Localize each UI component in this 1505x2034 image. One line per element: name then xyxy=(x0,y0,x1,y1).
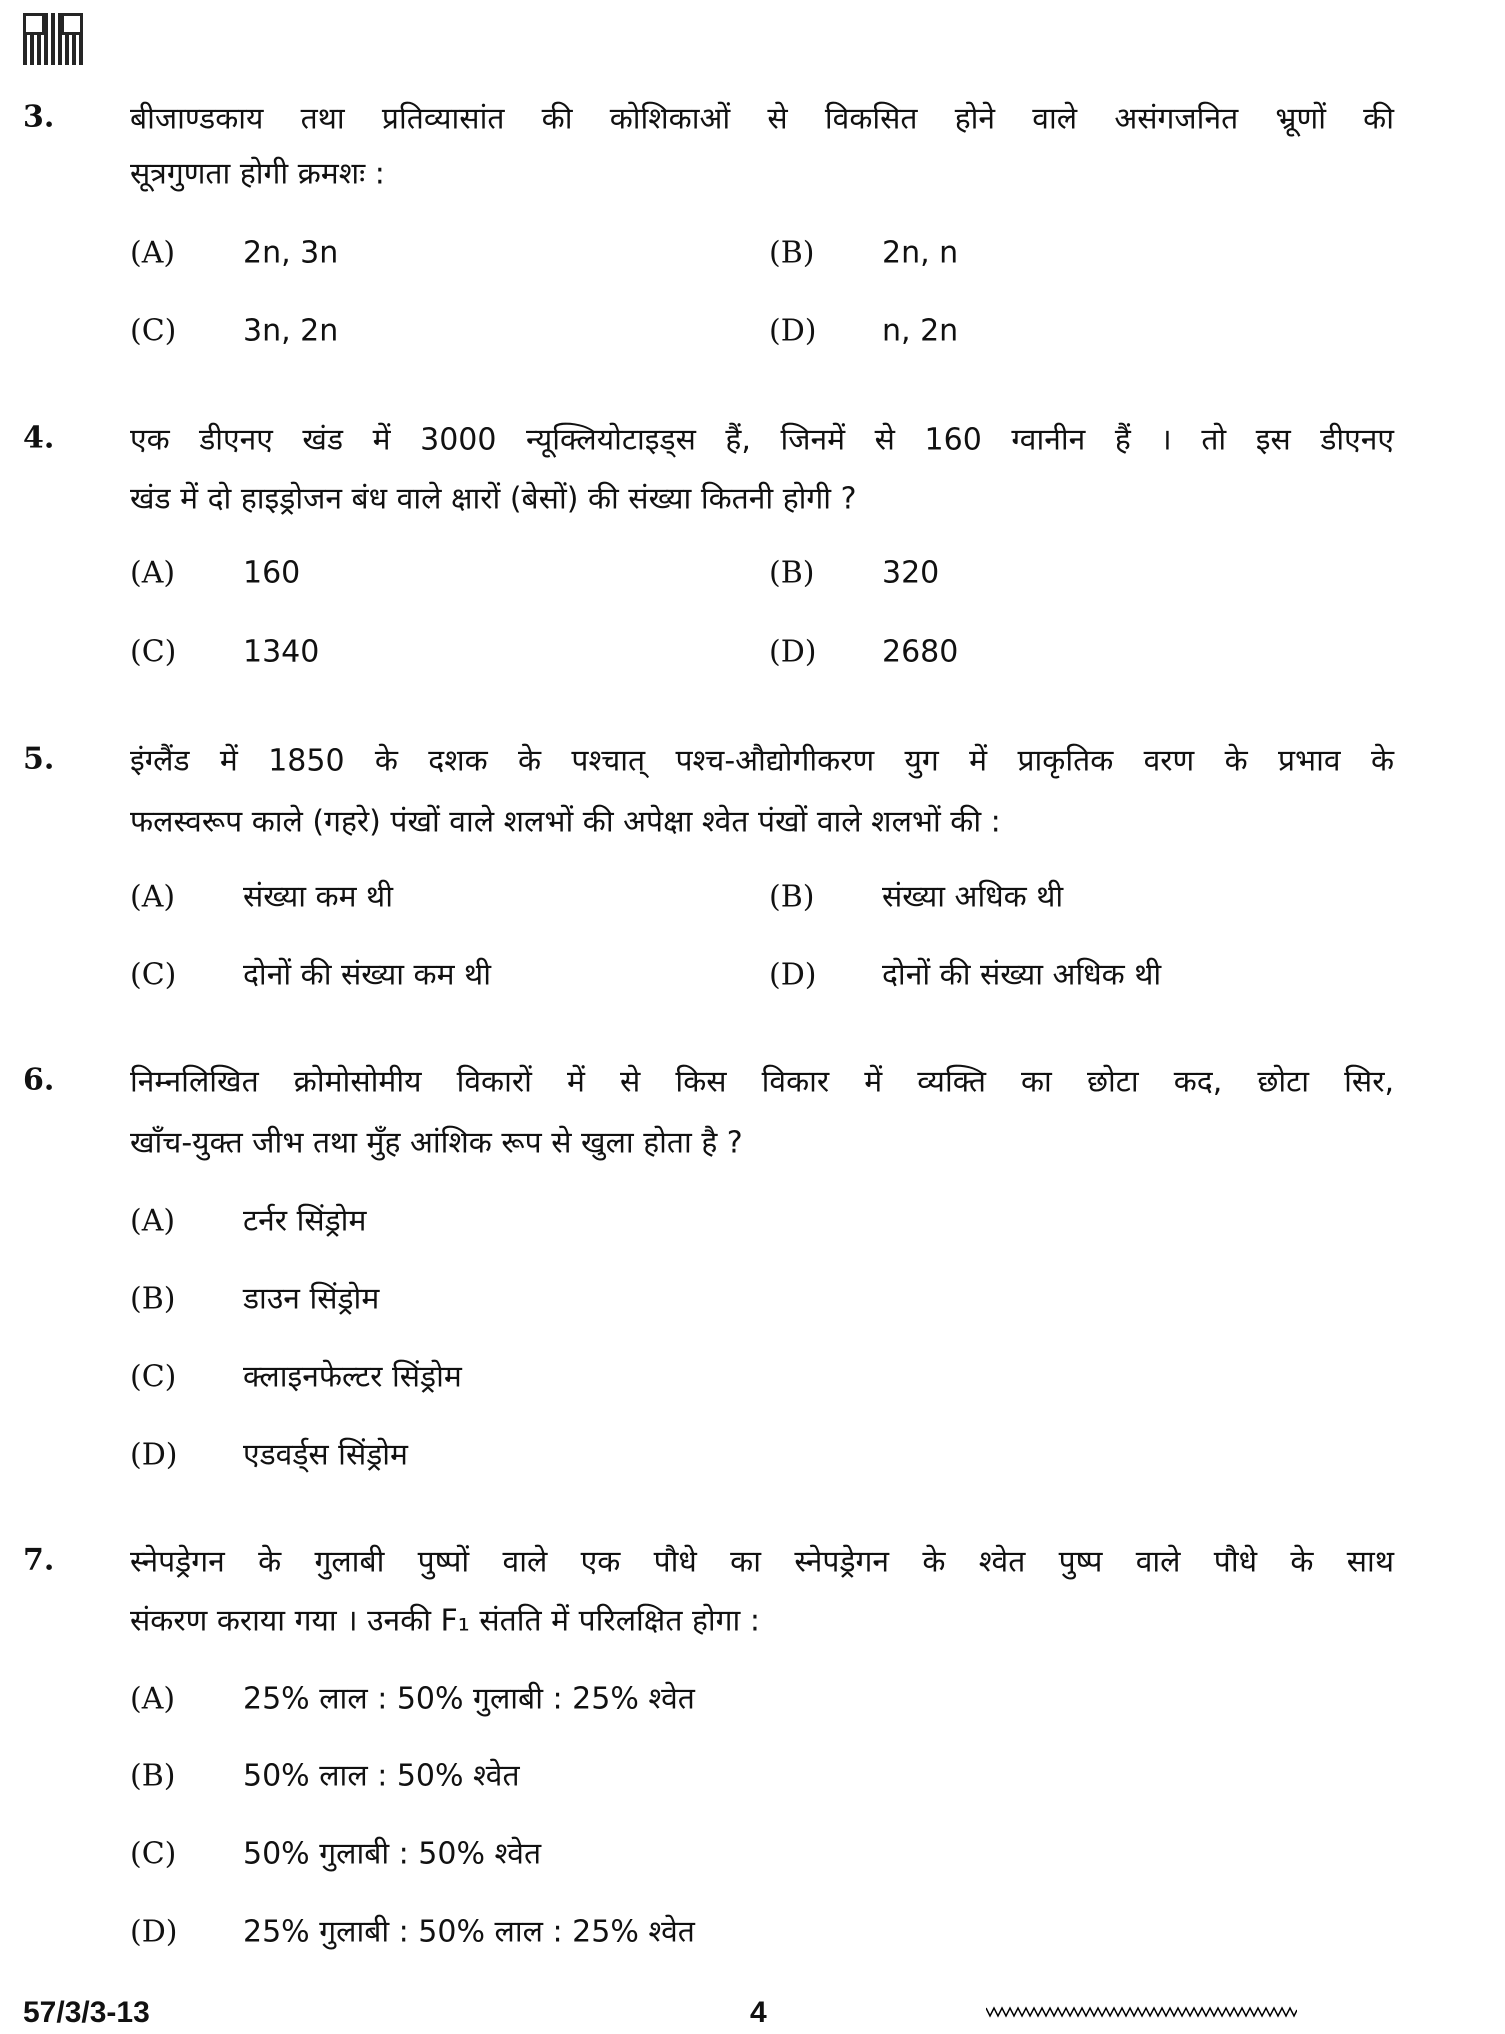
option-a xyxy=(130,236,338,271)
option-d xyxy=(130,1433,408,1474)
option-label: (D) xyxy=(769,957,817,993)
option-text: 25% गुलाबी : 50% लाल : 25% श्वेत xyxy=(243,1914,695,1950)
option-text: 50% गुलाबी : 50% श्वेत xyxy=(243,1836,542,1872)
question-number: 7. xyxy=(23,1542,55,1578)
decorative-wavy-line xyxy=(986,2006,1297,2018)
option-label: (D) xyxy=(130,1437,178,1473)
option-c xyxy=(130,314,338,349)
option-label: (C) xyxy=(130,313,177,349)
option-text: 2680 xyxy=(882,634,959,670)
option-label: (B) xyxy=(130,1281,176,1317)
option-a xyxy=(130,875,393,916)
question-text: खाँच-युक्त जीभ तथा मुँह आंशिक रूप से खुला होता है ? xyxy=(130,1125,743,1161)
option-c xyxy=(130,635,319,670)
option-b xyxy=(130,1754,520,1795)
option-d xyxy=(769,314,958,349)
question-text: एक डीएनए खंड में 3000 न्यूक्लियोटाइड्स हैं, जिनमें से 160 ग्वानीन हैं । तो इस डीएनए xyxy=(130,422,1394,458)
option-text: संख्या अधिक थी xyxy=(882,879,1064,915)
option-b xyxy=(769,556,939,591)
option-label: (A) xyxy=(130,1681,176,1717)
question-number: 4. xyxy=(23,420,55,456)
option-label: (C) xyxy=(130,1359,177,1395)
question-text: निम्नलिखित क्रोमोसोमीय विकारों में से किस विकार में व्यक्ति का छोटा कद, छोटा सिर, xyxy=(130,1064,1394,1100)
option-label: (B) xyxy=(769,555,815,591)
option-text: 160 xyxy=(243,555,301,591)
option-label: (B) xyxy=(769,235,815,271)
option-text: 3n, 2n xyxy=(243,313,339,349)
option-c xyxy=(130,953,491,994)
paper-code: 57/3/3-13 xyxy=(23,1996,150,2029)
option-a xyxy=(130,556,300,591)
option-text: टर्नर सिंड्रोम xyxy=(243,1203,367,1239)
option-label: (D) xyxy=(769,313,817,349)
option-text: डाउन सिंड्रोम xyxy=(243,1281,380,1317)
option-label: (D) xyxy=(130,1914,178,1950)
question-text: स्नेपड्रेगन के गुलाबी पुष्पों वाले एक पौधे का स्नेपड्रेगन के श्वेत पुष्प वाले पौधे के साथ xyxy=(130,1544,1394,1580)
option-text: 2n, 3n xyxy=(243,235,339,271)
option-label: (B) xyxy=(769,879,815,915)
option-label: (C) xyxy=(130,957,177,993)
option-text: दोनों की संख्या अधिक थी xyxy=(882,957,1162,993)
question-number: 3. xyxy=(23,99,55,135)
question-number: 6. xyxy=(23,1062,55,1098)
option-c xyxy=(130,1355,462,1396)
option-label: (A) xyxy=(130,235,176,271)
option-text: दोनों की संख्या कम थी xyxy=(243,957,491,993)
option-text: n, 2n xyxy=(882,313,959,349)
option-text: 2n, n xyxy=(882,235,959,271)
question-text: सूत्रगुणता होगी क्रमशः : xyxy=(130,156,385,192)
option-label: (C) xyxy=(130,634,177,670)
option-label: (B) xyxy=(130,1758,176,1794)
option-text: 50% लाल : 50% श्वेत xyxy=(243,1758,520,1794)
question-text: बीजाण्डकाय तथा प्रतिव्यासांत की कोशिकाओं से विकसित होने वाले असंगजनित भ्रूणों की xyxy=(130,101,1394,137)
option-text: एडवर्ड्स सिंड्रोम xyxy=(243,1437,408,1473)
option-text: 320 xyxy=(882,555,940,591)
option-label: (C) xyxy=(130,1836,177,1872)
qr-code xyxy=(23,13,83,65)
page-number: 4 xyxy=(750,1996,767,2029)
option-c xyxy=(130,1832,541,1873)
question-text: फलस्वरूप काले (गहरे) पंखों वाले शलभों की अपेक्षा श्वेत पंखों वाले शलभों की : xyxy=(130,804,1001,840)
option-text: क्लाइनफेल्टर सिंड्रोम xyxy=(243,1359,462,1395)
option-label: (A) xyxy=(130,555,176,591)
option-d xyxy=(130,1910,695,1951)
question-number: 5. xyxy=(23,741,55,777)
question-text: इंग्लैंड में 1850 के दशक के पश्चात् पश्च-औद्योगीकरण युग में प्राकृतिक वरण के प्रभाव के xyxy=(130,743,1394,779)
option-text: संख्या कम थी xyxy=(243,879,393,915)
option-a xyxy=(130,1677,695,1718)
option-b xyxy=(769,875,1063,916)
option-d xyxy=(769,635,958,670)
option-a xyxy=(130,1199,366,1240)
option-b xyxy=(130,1277,379,1318)
option-label: (A) xyxy=(130,1203,176,1239)
option-b xyxy=(769,236,958,271)
option-d xyxy=(769,953,1161,994)
question-text: संकरण कराया गया । उनकी F₁ संतति में परिलक्षित होगा : xyxy=(130,1603,760,1639)
option-text: 25% लाल : 50% गुलाबी : 25% श्वेत xyxy=(243,1681,695,1717)
option-label: (D) xyxy=(769,634,817,670)
option-text: 1340 xyxy=(243,634,320,670)
option-label: (A) xyxy=(130,879,176,915)
question-text: खंड में दो हाइड्रोजन बंध वाले क्षारों (बेसों) की संख्या कितनी होगी ? xyxy=(130,481,857,517)
